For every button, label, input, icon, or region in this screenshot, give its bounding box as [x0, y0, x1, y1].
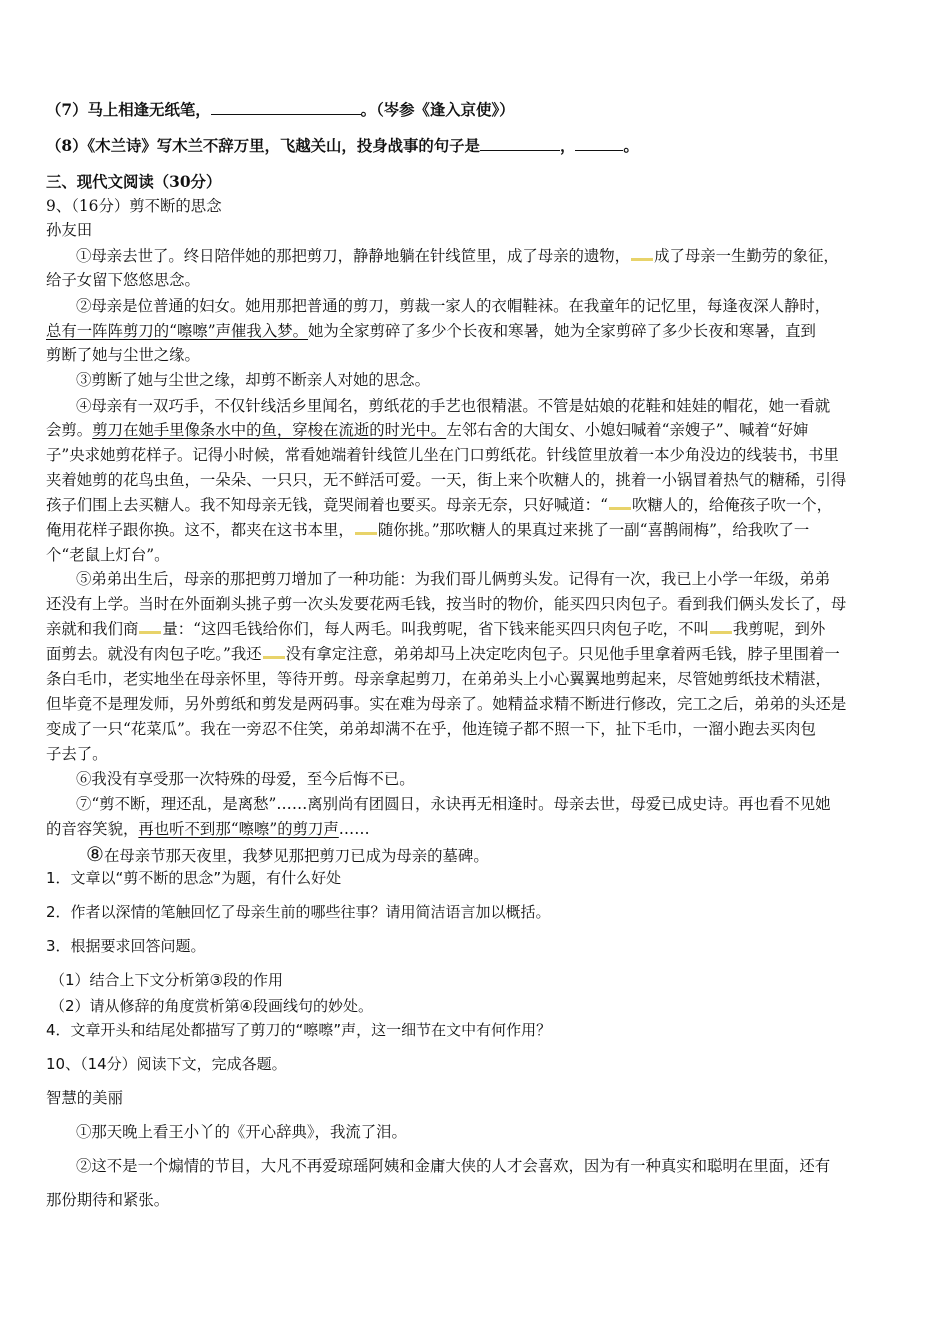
passage-2-paragraph-1: ①那天晚上看王小丫的《开心辞典》，我流了泪。: [76, 1123, 407, 1141]
question-3-1: （1）结合上下文分析第③段的作用: [50, 971, 283, 989]
question-9-heading: 9、（16分）剪不断的思念: [46, 197, 222, 215]
answer-blank[interactable]: [211, 100, 361, 115]
question-3-2: （2）请从修辞的角度赏析第④段画线句的妙处。: [50, 997, 373, 1015]
paragraph-2-cont: 剪断了她与尘世之缘。: [46, 346, 200, 364]
underlined-sentence: 再也听不到那“嚓嚓”的剪刀声: [138, 820, 339, 838]
paragraph-5: ⑤弟弟出生后，母亲的那把剪刀增加了一种功能：为我们哥儿俩剪头发。记得有一次，我已上小学一年级，弟弟: [76, 570, 831, 588]
paragraph-4-cont: 个“老鼠上灯台”。: [46, 546, 170, 564]
highlight-mark: [139, 631, 161, 634]
question-10-heading: 10、（14分）阅读下文，完成各题。: [46, 1055, 287, 1073]
paragraph-5-cont: 条白毛巾，老实地坐在母亲怀里，等待开剪。母亲拿起剪刀，在弟弟头上小心翼翼地剪起来，尽管她剪纸技术精湛，: [46, 670, 831, 688]
answer-blank[interactable]: [575, 136, 623, 151]
paragraph-5-cont: 但毕竟不是理发师，另外剪纸和剪发是两码事。实在难为母亲了。她精益求精不断进行修改，完工之后，弟弟的头还是: [46, 695, 847, 713]
paragraph-5-cont: 还没有上学。当时在外面剃头挑子剪一次头发要花两毛钱，按当时的物价，能买四只肉包子。看到我们俩头发长了，母: [46, 595, 847, 613]
answer-blank[interactable]: [480, 136, 560, 151]
paragraph-8: ⑧在母亲节那天夜里，我梦见那把剪刀已成为母亲的墓碑。: [86, 842, 489, 866]
highlight-mark: [263, 656, 285, 659]
paragraph-4-cont: 俺用花样子跟你换。这不，都夹在这书本里， 随你挑。”那吹糖人的果真过来挑了一副“喜鹊闹梅”，给我吹了一: [46, 521, 810, 539]
author: 孙友田: [46, 221, 93, 239]
underlined-sentence: 剪刀在她手里像条水中的鱼，穿梭在流逝的时光中。: [92, 421, 447, 439]
underlined-sentence: 总有一阵阵剪刀的“嚓嚓”声催我入梦。: [46, 322, 308, 340]
highlight-mark: [609, 507, 631, 510]
paragraph-2-cont: 总有一阵阵剪刀的“嚓嚓”声催我入梦。她为全家剪碎了多少个长夜和寒暑，她为全家剪碎了多少长夜和寒暑，直到: [46, 322, 816, 340]
passage-2-title: 智慧的美丽: [46, 1089, 123, 1107]
paragraph-1: ①母亲去世了。终日陪伴她的那把剪刀，静静地躺在针线笸里，成了母亲的遗物， 成了母亲一生勤劳的象征，: [76, 247, 839, 265]
paragraph-6: ⑥我没有享受那一次特殊的母爱，至今后悔不已。: [76, 770, 415, 788]
question-2: 2．作者以深情的笔触回忆了母亲生前的哪些往事？请用简洁语言加以概括。: [46, 903, 551, 921]
section-heading: 三、现代文阅读（30分）: [46, 173, 222, 191]
paragraph-5-cont: 亲就和我们商 量：“这四毛钱给你们，每人两毛。叫我剪呢，省下钱来能买四只肉包子吃，不叫 我剪呢，到外: [46, 620, 826, 638]
paragraph-1-cont: 给子女留下悠悠思念。: [46, 271, 200, 289]
passage-2-paragraph-2: ②这不是一个煽情的节目，大凡不再爱琼瑶阿姨和金庸大侠的人才会喜欢，因为有一种真实和聪明在里面，还有: [76, 1157, 831, 1175]
passage-2-paragraph-2-cont: 那份期待和紧张。: [46, 1191, 170, 1209]
question-4: 4．文章开头和结尾处都描写了剪刀的“嚓嚓”声，这一细节在文中有何作用？: [46, 1021, 552, 1039]
paragraph-4: ④母亲有一双巧手，不仅针线活乡里闻名，剪纸花的手艺也很精湛。不管是姑娘的花鞋和娃娃的帽花，她一看就: [76, 397, 831, 415]
paragraph-5-cont: 面剪去。就没有肉包子吃。”我还 没有拿定注意，弟弟却马上决定吃肉包子。只见他手里拿着两毛钱，脖子里围着一: [46, 645, 840, 663]
paragraph-5-cont: 变成了一只“花菜瓜”。我在一旁忍不住笑，弟弟却满不在乎，他连镜子都不照一下，扯下毛巾，一溜小跑去买肉包: [46, 720, 816, 738]
fill-question-8: （8）《木兰诗》写木兰不辞万里，飞越关山，投身战事的句子是 ， 。: [46, 137, 639, 155]
paragraph-2: ②母亲是位普通的妇女。她用那把普通的剪刀，剪裁一家人的衣帽鞋袜。在我童年的记忆里，每逢夜深人静时，: [76, 297, 831, 315]
paragraph-7: ⑦“剪不断，理还乱，是离愁”……离别尚有团圆日，永诀再无相逢时。母亲去世，母爱已成史诗。再也看不见她: [76, 795, 831, 813]
question-1: 1．文章以“剪不断的思念”为题，有什么好处: [46, 869, 342, 887]
highlight-mark: [710, 631, 732, 634]
paragraph-4-cont: 孩子们围上去买糖人。我不知母亲无钱，竟哭闹着也要买。母亲无奈，只好喊道：“ 吹糖人的，给俺孩子吹一个，: [46, 496, 833, 514]
fill-question-7: （7）马上相逢无纸笔， 。（岑参《逢入京使》）: [46, 101, 515, 119]
paragraph-4-cont: 子”央求她剪花样子。记得小时候，常看她端着针线笸儿坐在门口剪纸花。针线笸里放着一本少角没边的线装书，书里: [46, 446, 839, 464]
question-3: 3．根据要求回答问题。: [46, 937, 206, 955]
paragraph-7-cont: 的音容笑貌，再也听不到那“嚓嚓”的剪刀声……: [46, 820, 370, 838]
paragraph-3: ③剪断了她与尘世之缘，却剪不断亲人对她的思念。: [76, 371, 430, 389]
paragraph-number: ⑧: [86, 842, 104, 866]
paragraph-4-cont: 夹着她剪的花鸟虫鱼，一朵朵、一只只，无不鲜活可爱。一天，街上来个吹糖人的，挑着一小锅冒着热气的糖稀，引得: [46, 471, 847, 489]
paragraph-5-cont: 子去了。: [46, 745, 108, 763]
highlight-mark: [355, 532, 377, 535]
paragraph-4-cont: 会剪。剪刀在她手里像条水中的鱼，穿梭在流逝的时光中。左邻右舍的大闺女、小媳妇喊着“亲嫂子”、喊着“好婶: [46, 421, 809, 439]
highlight-mark: [631, 258, 653, 261]
